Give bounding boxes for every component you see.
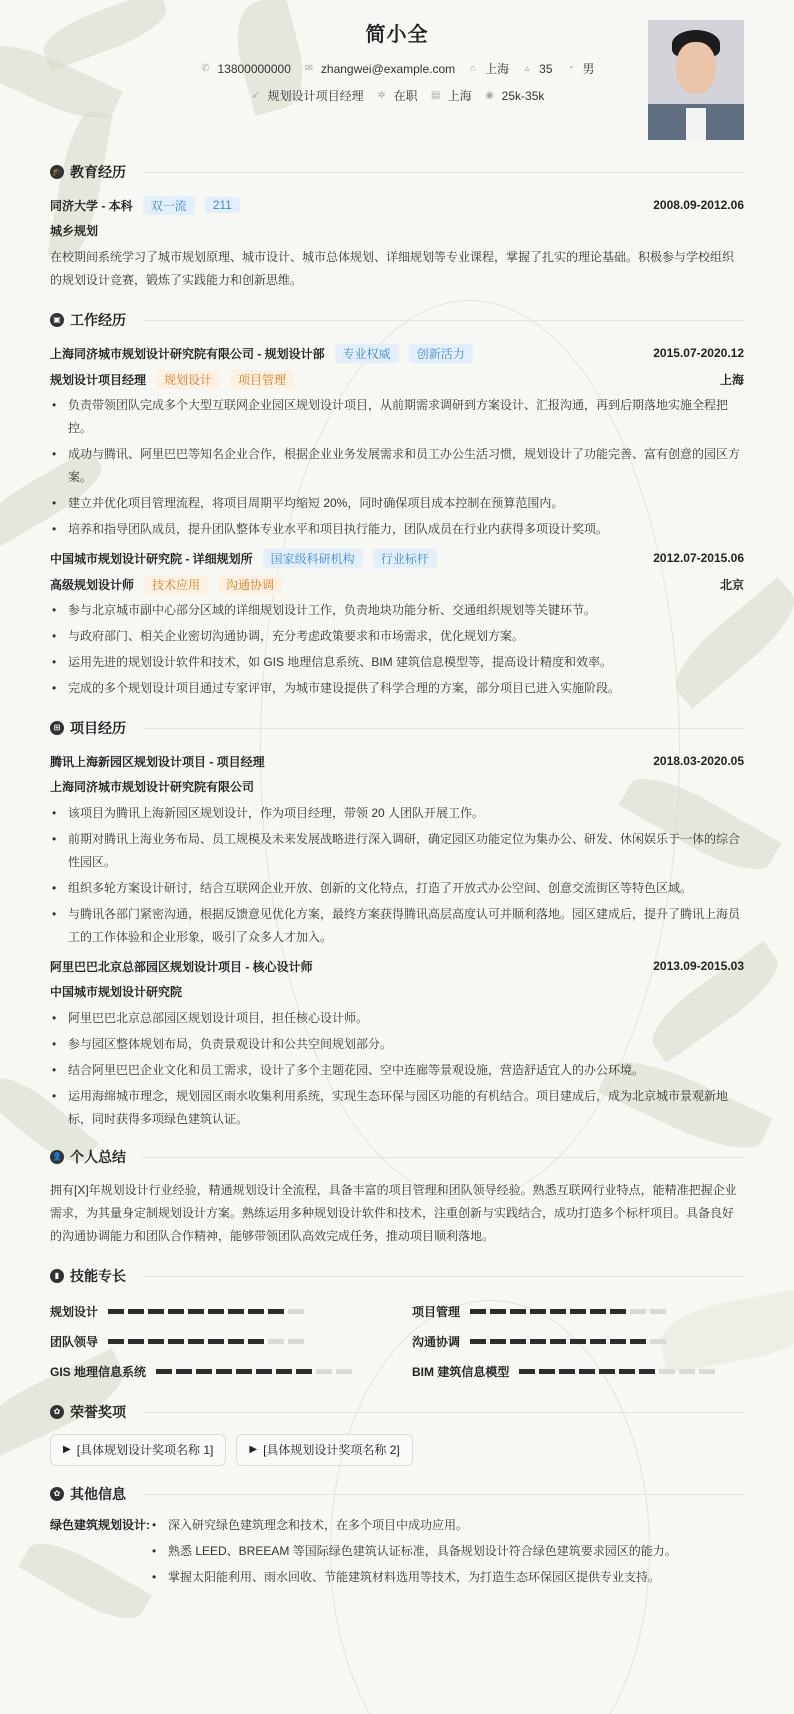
major: 城乡规划 <box>50 224 99 238</box>
education-date: 2008.09-2012.06 <box>653 198 744 212</box>
skill-segment <box>196 1369 212 1374</box>
skill-segment <box>559 1369 575 1374</box>
skill-segment <box>228 1309 244 1314</box>
project-bullet: • 阿里巴巴北京总部园区规划设计项目，担任核心设计师。 <box>50 1007 744 1030</box>
avatar <box>648 20 744 140</box>
projects-section <box>50 716 744 1131</box>
skill-segment <box>570 1339 586 1344</box>
gender-icon: ◔ <box>567 62 574 74</box>
section-title: ✿ 其他信息 <box>50 1482 744 1506</box>
skill-segment <box>530 1309 546 1314</box>
project-bullet: • 组织多轮方案设计研讨，结合互联网企业开放、创新的文化特点，打造了开放式办公空间、创意交流街区等特色区域。 <box>50 877 744 900</box>
section-title: ▮ 技能专长 <box>50 1264 744 1288</box>
skill-segment <box>590 1339 606 1344</box>
skill-segment <box>128 1339 144 1344</box>
skill-segment <box>490 1309 506 1314</box>
project-org: 上海同济城市规划设计研究院有限公司 <box>50 780 255 794</box>
skill-segment <box>208 1309 224 1314</box>
work-bullet: • 运用先进的规划设计软件和技术，如 GIS 地理信息系统、BIM 建筑信息模型等，提高设计精度和效率。 <box>50 651 744 674</box>
work-date: 2015.07-2020.12 <box>653 346 744 360</box>
work-bullet: • 成功与腾讯、阿里巴巴等知名企业合作，根据企业业务发展需求和员工办公生活习惯，规划设计了功能完善、富有创意的园区方案。 <box>50 443 744 489</box>
divider <box>142 728 744 729</box>
company-tag: 行业标杆 <box>373 549 437 568</box>
skill-segment <box>228 1339 244 1344</box>
skill-level-bar <box>470 1309 666 1314</box>
award-icon: ✿ <box>50 1405 64 1419</box>
role-tag: 沟通协调 <box>218 575 282 594</box>
skill-segment <box>550 1339 566 1344</box>
city-icon: ▤ <box>430 89 441 101</box>
skill-segment <box>650 1339 666 1344</box>
graduation-cap-icon: 🎓 <box>50 165 64 179</box>
triangle-icon: ▶ <box>249 1444 258 1455</box>
section-title: 🎓 教育经历 <box>50 160 744 184</box>
project-item <box>50 748 744 949</box>
other-info-label: 绿色建筑规划设计: <box>50 1518 150 1532</box>
other-bullet: • 深入研究绿色建筑理念和技术，在多个项目中成功应用。 <box>150 1514 677 1537</box>
skill-segment <box>550 1309 566 1314</box>
divider <box>142 1276 744 1277</box>
section-title: ⊞ 项目经历 <box>50 716 744 740</box>
phone-icon: ✆ <box>201 62 210 74</box>
status-icon: ✲ <box>377 89 386 101</box>
project-org: 中国城市规划设计研究院 <box>50 985 183 999</box>
skill-level-bar <box>108 1309 304 1314</box>
work-bullet: • 负责带领团队完成多个大型互联网企业园区规划设计项目，从前期需求调研到方案设计、汇报沟通，再到后期落地实施全程把控。 <box>50 394 744 440</box>
skill-segment <box>248 1309 264 1314</box>
email-info: ✉ zhangwei@example.com <box>304 61 456 76</box>
bar-chart-icon: ▮ <box>50 1269 64 1283</box>
skill-segment <box>276 1369 292 1374</box>
skill-segment <box>148 1339 164 1344</box>
skill-item <box>50 1296 382 1326</box>
skill-segment <box>216 1369 232 1374</box>
skill-segment <box>168 1309 184 1314</box>
school-name: 同济大学 - 本科 <box>50 198 133 213</box>
work-section <box>50 308 744 700</box>
education-description: 在校期间系统学习了城市规划原理、城市设计、城市总体规划、详细规划等专业课程，掌握了扎实的理论基础。积极参与学校组织的规划设计竞赛，锻炼了实践能力和创新思维。 <box>50 250 735 287</box>
project-bullet: • 参与园区整体规划布局，负责景观设计和公共空间规划部分。 <box>50 1033 744 1056</box>
skill-name: 规划设计 <box>50 1304 99 1319</box>
skill-level-bar <box>108 1339 304 1344</box>
job-intent-row <box>50 87 744 104</box>
skill-segment <box>639 1369 655 1374</box>
job-status-info: ✲ 在职 <box>377 89 418 103</box>
skill-segment <box>539 1369 555 1374</box>
skill-name: BIM 建筑信息模型 <box>412 1364 510 1379</box>
salary-info: ◉ 25k-35k <box>485 88 545 103</box>
skill-segment <box>236 1369 252 1374</box>
candidate-name: 简小全 <box>365 24 429 46</box>
skill-segment <box>570 1309 586 1314</box>
summary-section <box>50 1145 744 1248</box>
skill-item <box>412 1296 744 1326</box>
skill-segment <box>316 1369 332 1374</box>
section-title: 👤 个人总结 <box>50 1145 744 1169</box>
project-date: 2018.03-2020.05 <box>653 754 744 768</box>
work-bullet: • 完成的多个规划设计项目通过专家评审，为城市建设提供了科学合理的方案，部分项目已进入实施阶段。 <box>50 677 744 700</box>
skill-segment <box>490 1339 506 1344</box>
skill-segment <box>168 1339 184 1344</box>
skill-segment <box>610 1339 626 1344</box>
section-title: ▣ 工作经历 <box>50 308 744 332</box>
skill-segment <box>530 1339 546 1344</box>
skill-segment <box>659 1369 675 1374</box>
skill-level-bar <box>156 1369 352 1374</box>
work-item <box>50 545 744 700</box>
work-location: 上海 <box>719 372 744 387</box>
other-bullet: • 熟悉 LEED、BREEAM 等国际绿色建筑认证标准，具备规划设计符合绿色建筑要求园区的能力。 <box>150 1540 677 1563</box>
project-bullet: • 运用海绵城市理念，规划园区雨水收集利用系统，实现生态环保与园区功能的有机结合。项目建成后，成为北京城市景观新地标，同时获得多项绿色建筑认证。 <box>50 1085 744 1131</box>
company-tag: 创新活力 <box>409 344 473 363</box>
job-role: 规划设计项目经理 <box>50 372 147 387</box>
skill-segment <box>679 1369 695 1374</box>
job-role: 高级规划设计师 <box>50 577 135 592</box>
skill-segment <box>156 1369 172 1374</box>
company-name: 上海同济城市规划设计研究院有限公司 - 规划设计部 <box>50 346 325 361</box>
email-icon: ✉ <box>304 62 314 74</box>
award-item: ▶ [具体规划设计奖项名称 1] <box>50 1434 226 1466</box>
skill-segment <box>470 1339 486 1344</box>
grid-icon: ⊞ <box>50 721 64 735</box>
phone-info: ✆ 13800000000 <box>201 61 291 76</box>
skill-segment <box>288 1339 304 1344</box>
skill-segment <box>619 1369 635 1374</box>
project-date: 2013.09-2015.03 <box>653 959 744 973</box>
info-icon: ✿ <box>50 1487 64 1501</box>
target-city-info: ▤ 上海 <box>430 89 472 103</box>
work-bullet: • 与政府部门、相关企业密切沟通协调，充分考虑政策要求和市场需求，优化规划方案。 <box>50 625 744 648</box>
awards-list <box>50 1434 744 1466</box>
work-item <box>50 340 744 541</box>
skill-segment <box>208 1339 224 1344</box>
salary-icon: ◉ <box>485 89 495 101</box>
skill-segment <box>510 1309 526 1314</box>
skills-grid <box>50 1296 744 1386</box>
skill-item <box>50 1326 382 1356</box>
skill-segment <box>188 1339 204 1344</box>
skill-segment <box>188 1309 204 1314</box>
company-tag: 专业权威 <box>335 344 399 363</box>
skill-segment <box>248 1339 264 1344</box>
skill-level-bar <box>519 1369 715 1374</box>
skill-segment <box>630 1339 646 1344</box>
skill-segment <box>590 1309 606 1314</box>
work-bullet: • 参与北京城市副中心部分区域的详细规划设计工作，负责地块功能分析、交通组织规划等关键环节。 <box>50 599 744 622</box>
divider <box>142 1157 744 1158</box>
project-item <box>50 953 744 1131</box>
school-tag: 211 <box>205 197 240 213</box>
skill-segment <box>510 1339 526 1344</box>
skill-segment <box>256 1369 272 1374</box>
project-name: 腾讯上海新园区规划设计项目 - 项目经理 <box>50 754 265 769</box>
company-tag: 国家级科研机构 <box>263 549 363 568</box>
skill-item <box>412 1326 744 1356</box>
skill-segment <box>108 1339 124 1344</box>
triangle-icon: ▶ <box>63 1444 71 1455</box>
project-bullet: • 该项目为腾讯上海新园区规划设计，作为项目经理，带领 20 人团队开展工作。 <box>50 802 744 825</box>
award-item: ▶ [具体规划设计奖项名称 2] <box>236 1434 412 1466</box>
divider <box>142 320 744 321</box>
skill-item <box>412 1356 744 1386</box>
project-bullet: • 与腾讯各部门紧密沟通，根据反馈意见优化方案，最终方案获得腾讯高层高度认可并顺利落地。园区建成后，提升了腾讯上海员工的工作体验和企业形象，吸引了众多人才加入。 <box>50 903 744 949</box>
skill-segment <box>519 1369 535 1374</box>
skill-segment <box>148 1309 164 1314</box>
work-location: 北京 <box>719 577 744 592</box>
skill-name: 项目管理 <box>412 1304 461 1319</box>
target-job-icon: ➶ <box>251 89 260 101</box>
divider <box>142 1494 744 1495</box>
home-icon: ⌂ <box>470 62 477 74</box>
user-icon: 👤 <box>50 1150 64 1164</box>
other-info-item <box>50 1514 744 1592</box>
project-name: 阿里巴巴北京总部园区规划设计项目 - 核心设计师 <box>50 959 313 974</box>
skill-segment <box>610 1309 626 1314</box>
skill-segment <box>630 1309 646 1314</box>
other-bullet: • 掌握太阳能利用、雨水回收、节能建筑材料选用等技术，为打造生态环保园区提供专业支持。 <box>150 1566 677 1589</box>
role-tag: 项目管理 <box>230 370 294 389</box>
age-icon: ▵ <box>524 62 530 74</box>
skill-segment <box>176 1369 192 1374</box>
skill-segment <box>268 1309 284 1314</box>
awards-section <box>50 1400 744 1466</box>
skill-level-bar <box>470 1339 666 1344</box>
skill-segment <box>650 1309 666 1314</box>
divider <box>142 1412 744 1413</box>
education-row <box>50 192 744 218</box>
contact-row <box>50 60 744 77</box>
school-tag: 双一流 <box>143 196 195 215</box>
work-date: 2012.07-2015.06 <box>653 551 744 565</box>
summary-text: 拥有[X]年规划设计行业经验，精通规划设计全流程，具备丰富的项目管理和团队领导经验。熟悉互联网行业特点，能精准把握企业需求，为其量身定制规划设计方案。熟练运用多种规划设计软件和技术，注重创新与实践结合，成功打造多个标杆项目。具备良好的沟通协调能力和团队合作精神，能够带领团队高效完成任务，推动项目顺利落地。 <box>50 1183 737 1243</box>
work-bullet: • 建立并优化项目管理流程，将项目周期平均缩短 20%，同时确保项目成本控制在预算范围内。 <box>50 492 744 515</box>
project-bullet: • 前期对腾讯上海业务布局、员工规模及未来发展战略进行深入调研，确定园区功能定位为集办公、研发、休闲娱乐于一体的综合性园区。 <box>50 828 744 874</box>
skill-segment <box>579 1369 595 1374</box>
divider <box>142 172 744 173</box>
skill-segment <box>268 1339 284 1344</box>
skill-name: 沟通协调 <box>412 1334 461 1349</box>
residence-info: ⌂ 上海 <box>467 60 509 77</box>
skill-segment <box>128 1309 144 1314</box>
education-section <box>50 160 744 292</box>
role-tag: 规划设计 <box>156 370 220 389</box>
skill-segment <box>288 1309 304 1314</box>
briefcase-icon: ▣ <box>50 313 64 327</box>
resume-header <box>50 0 744 160</box>
gender-info: ◔ 男 <box>565 60 595 77</box>
skill-segment <box>599 1369 615 1374</box>
skill-segment <box>699 1369 715 1374</box>
skill-item <box>50 1356 382 1386</box>
role-tag: 技术应用 <box>144 575 208 594</box>
project-bullet: • 结合阿里巴巴企业文化和员工需求，设计了多个主题花园、空中连廊等景观设施，营造舒适宜人的办公环境。 <box>50 1059 744 1082</box>
skill-segment <box>470 1309 486 1314</box>
other-section <box>50 1482 744 1592</box>
skill-segment <box>296 1369 312 1374</box>
skill-name: 团队领导 <box>50 1334 99 1349</box>
skill-segment <box>336 1369 352 1374</box>
company-name: 中国城市规划设计研究院 - 详细规划所 <box>50 551 253 566</box>
skills-section <box>50 1264 744 1386</box>
age-info: ▵ 35 <box>521 60 552 77</box>
skill-name: GIS 地理信息系统 <box>50 1364 147 1379</box>
target-job-info: ➶ 规划设计项目经理 <box>251 89 364 103</box>
skill-segment <box>108 1309 124 1314</box>
work-bullet: • 培养和指导团队成员，提升团队整体专业水平和项目执行能力，团队成员在行业内获得多项设计奖项。 <box>50 518 744 541</box>
section-title: ✿ 荣誉奖项 <box>50 1400 744 1424</box>
